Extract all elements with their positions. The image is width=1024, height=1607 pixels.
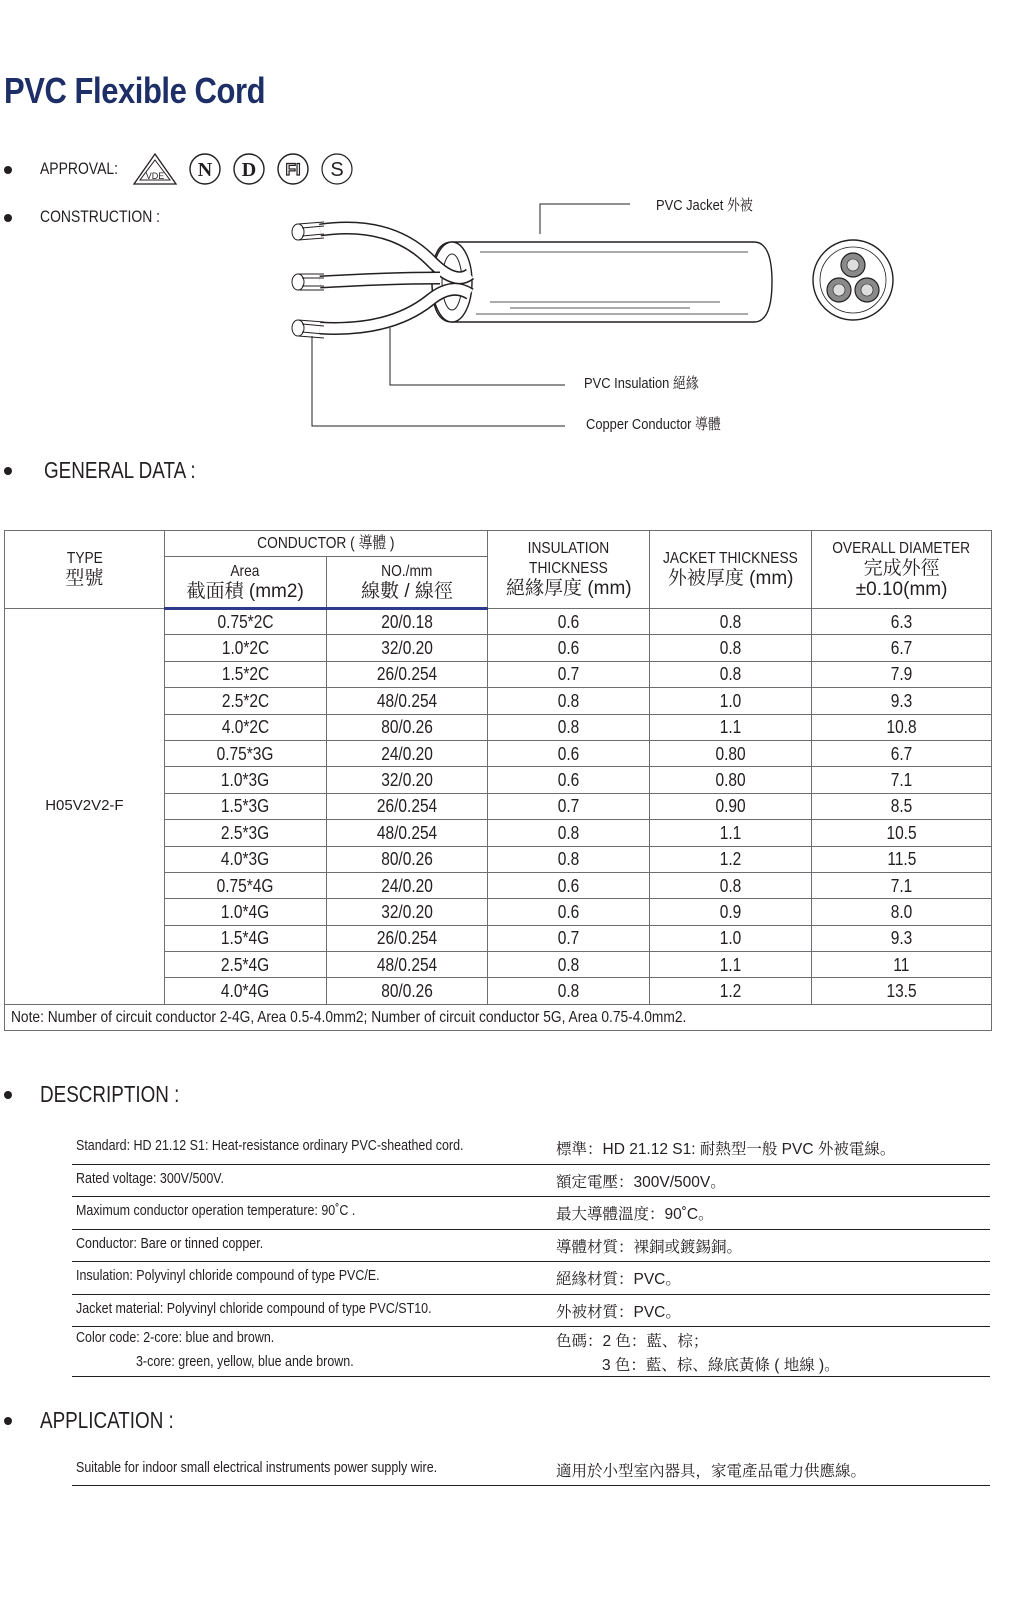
table-cell: 11 <box>812 952 992 978</box>
table-cell: 0.6 <box>488 740 650 766</box>
table-cell: 80/0.26 <box>326 978 488 1004</box>
table-cell: 0.90 <box>650 793 812 819</box>
bullet <box>4 166 12 174</box>
description-en: Conductor: Bare or tinned copper. <box>76 1235 264 1252</box>
general-data-table <box>4 530 992 1031</box>
table-cell: 10.5 <box>812 820 992 846</box>
table-cell: 0.8 <box>650 635 812 661</box>
table-cell: 6.7 <box>812 740 992 766</box>
table-cell: 1.0*2C <box>164 635 326 661</box>
table-body <box>5 609 992 1031</box>
page-title: PVC Flexible Cord <box>4 70 266 111</box>
fi-mark-icon <box>276 152 310 186</box>
table-cell: 4.0*2C <box>164 714 326 740</box>
table-cell: 9.3 <box>812 925 992 951</box>
cable-construction-diagram <box>280 190 920 455</box>
construction-label: CONSTRUCTION : <box>40 207 161 226</box>
table-cell: 1.0 <box>650 925 812 951</box>
vde-mark-icon <box>132 152 178 186</box>
table-cell: 0.9 <box>650 899 812 925</box>
table-cell: 1.0*3G <box>164 767 326 793</box>
type-cell: H05V2V2-F <box>5 609 165 1005</box>
color-code-en-1: Color code: 2-core: blue and brown. <box>76 1330 275 1346</box>
table-cell: 0.8 <box>650 872 812 898</box>
table-cell: 48/0.254 <box>326 820 488 846</box>
color-code-zh-1: 色碼：2 色：藍、棕； <box>556 1333 709 1350</box>
table-cell: 80/0.26 <box>326 846 488 872</box>
table-cell: 13.5 <box>812 978 992 1004</box>
header-insulation: INSULATION THICKNESS 絕緣厚度 (mm) <box>488 531 650 609</box>
insulation-label: PVC Insulation 絕緣 <box>584 375 699 392</box>
description-en: Rated voltage: 300V/500V. <box>76 1170 224 1187</box>
application-zh: 適用於小型室內器具，家電產品電力供應線。 <box>556 1463 867 1480</box>
table-cell: 1.1 <box>650 820 812 846</box>
table-cell: 2.5*2C <box>164 688 326 714</box>
list-item <box>72 1197 990 1230</box>
header-conductor: CONDUCTOR ( 導體 ) <box>164 531 488 557</box>
header-area: Area 截面積 (mm2) <box>164 557 326 609</box>
header-strands: NO./mm 線數 / 線徑 <box>326 557 488 609</box>
table-note: Note: Number of circuit conductor 2-4G, Area 0.5-4.0mm2; Number of circuit conductor 5G, Area 0.75-4.0mm2. <box>5 1004 992 1030</box>
color-code-en-2: 3-core: green, yellow, blue ande brown. <box>136 1354 354 1370</box>
table-cell: 1.2 <box>650 846 812 872</box>
table-cell: 24/0.20 <box>326 740 488 766</box>
table-cell: 2.5*3G <box>164 820 326 846</box>
table-cell: 26/0.254 <box>326 661 488 687</box>
approval-label: APPROVAL: <box>40 159 119 178</box>
svg-text:N: N <box>197 159 213 181</box>
description-en: Insulation: Polyvinyl chloride compound of type PVC/E. <box>76 1268 380 1284</box>
table-cell: 0.75*4G <box>164 872 326 898</box>
description-zh: 標準：HD 21.12 S1: 耐熱型一般 PVC 外被電線。 <box>556 1141 896 1158</box>
table-cell: 8.5 <box>812 793 992 819</box>
svg-text:D: D <box>241 159 257 181</box>
table-cell: 1.0 <box>650 688 812 714</box>
table-cell: 0.6 <box>488 899 650 925</box>
description-zh: 外被材質：PVC。 <box>556 1303 681 1321</box>
table-cell: 6.7 <box>812 635 992 661</box>
table-cell: 32/0.20 <box>326 635 488 661</box>
cable-diagram-icon <box>280 190 920 450</box>
description-zh: 最大導體溫度：90˚C。 <box>556 1206 714 1223</box>
table-cell: 9.3 <box>812 688 992 714</box>
table-cell: 0.8 <box>650 609 812 635</box>
table-cell: 11.5 <box>812 846 992 872</box>
description-zh: 額定電壓：300V/500V。 <box>556 1173 726 1191</box>
note-row <box>5 1004 992 1030</box>
table-cell: 24/0.20 <box>326 872 488 898</box>
application-heading: APPLICATION : <box>40 1407 174 1433</box>
description-list <box>72 1132 990 1377</box>
table-cell: 1.5*3G <box>164 793 326 819</box>
table-cell: 1.2 <box>650 978 812 1004</box>
table-cell: 32/0.20 <box>326 767 488 793</box>
header-type: TYPE 型號 <box>5 531 165 609</box>
header-jacket: JACKET THICKNESS 外被厚度 (mm) <box>650 531 812 609</box>
table-cell: 0.8 <box>650 661 812 687</box>
table-cell: 26/0.254 <box>326 793 488 819</box>
list-item <box>72 1452 990 1486</box>
bullet <box>4 1417 12 1425</box>
table-cell: 0.8 <box>488 978 650 1004</box>
table-cell: 0.8 <box>488 846 650 872</box>
table-cell: 4.0*4G <box>164 978 326 1004</box>
table-cell: 0.7 <box>488 661 650 687</box>
table-cell: 1.5*4G <box>164 925 326 951</box>
table-cell: 0.8 <box>488 688 650 714</box>
svg-text:S: S <box>330 159 344 181</box>
table-cell: 20/0.18 <box>326 609 488 635</box>
table-cell: 0.7 <box>488 793 650 819</box>
description-zh: 絕緣材質：PVC。 <box>556 1271 681 1288</box>
svg-text:VDE: VDE <box>145 171 165 181</box>
table-cell: 0.80 <box>650 767 812 793</box>
description-en: Standard: HD 21.12 S1: Heat-resistance ordinary PVC-sheathed cord. <box>76 1138 464 1154</box>
table-cell: 48/0.254 <box>326 688 488 714</box>
table-cell: 0.7 <box>488 925 650 951</box>
table-cell: 0.8 <box>488 714 650 740</box>
header-overall-diameter: OVERALL DIAMETER 完成外徑 ±0.10(mm) <box>812 531 992 609</box>
table-cell: 1.0*4G <box>164 899 326 925</box>
list-item <box>72 1295 990 1328</box>
list-item <box>72 1132 990 1165</box>
list-item <box>72 1230 990 1263</box>
n-mark-icon <box>188 152 222 186</box>
table-cell: 2.5*4G <box>164 952 326 978</box>
table-cell: 1.1 <box>650 952 812 978</box>
list-item <box>72 1262 990 1295</box>
table-cell: 0.6 <box>488 609 650 635</box>
table-cell: 0.75*2C <box>164 609 326 635</box>
list-item <box>72 1165 990 1198</box>
table-cell: 7.1 <box>812 872 992 898</box>
color-code-zh-2: 3 色：藍、棕、綠底黃條 ( 地線 )。 <box>602 1357 840 1374</box>
description-en: Jacket material: Polyvinyl chloride compound of type PVC/ST10. <box>76 1300 432 1317</box>
table-cell: 32/0.20 <box>326 899 488 925</box>
table-cell: 48/0.254 <box>326 952 488 978</box>
list-item <box>72 1327 990 1377</box>
description-zh: 導體材質：裸銅或鍍錫銅。 <box>556 1238 743 1256</box>
application-en: Suitable for indoor small electrical instruments power supply wire. <box>76 1460 438 1476</box>
general-data-heading: GENERAL DATA : <box>44 457 196 483</box>
approval-marks <box>132 152 354 186</box>
table-cell: 0.75*3G <box>164 740 326 766</box>
table-cell: 7.9 <box>812 661 992 687</box>
bullet <box>4 467 12 475</box>
table-cell: 10.8 <box>812 714 992 740</box>
table-cell: 0.8 <box>488 820 650 846</box>
table-cell: 1.5*2C <box>164 661 326 687</box>
table-cell: 4.0*3G <box>164 846 326 872</box>
description-heading: DESCRIPTION : <box>40 1081 180 1107</box>
table-cell: 6.3 <box>812 609 992 635</box>
svg-text:FI: FI <box>285 160 301 179</box>
table-cell: 80/0.26 <box>326 714 488 740</box>
table-cell: 26/0.254 <box>326 925 488 951</box>
application-list <box>72 1452 990 1486</box>
table-cell: 1.1 <box>650 714 812 740</box>
table-cell: 7.1 <box>812 767 992 793</box>
jacket-label: PVC Jacket 外被 <box>656 197 753 214</box>
description-en: Maximum conductor operation temperature: 90˚C . <box>76 1203 356 1219</box>
table-cell: 0.6 <box>488 767 650 793</box>
table-cell: 0.8 <box>488 952 650 978</box>
bullet <box>4 1091 12 1099</box>
table-cell: 8.0 <box>812 899 992 925</box>
table-row <box>5 609 992 635</box>
table-cell: 0.80 <box>650 740 812 766</box>
d-mark-icon <box>232 152 266 186</box>
s-mark-icon <box>320 152 354 186</box>
bullet <box>4 214 12 222</box>
table-cell: 0.6 <box>488 872 650 898</box>
table-cell: 0.6 <box>488 635 650 661</box>
conductor-label: Copper Conductor 導體 <box>586 416 721 433</box>
